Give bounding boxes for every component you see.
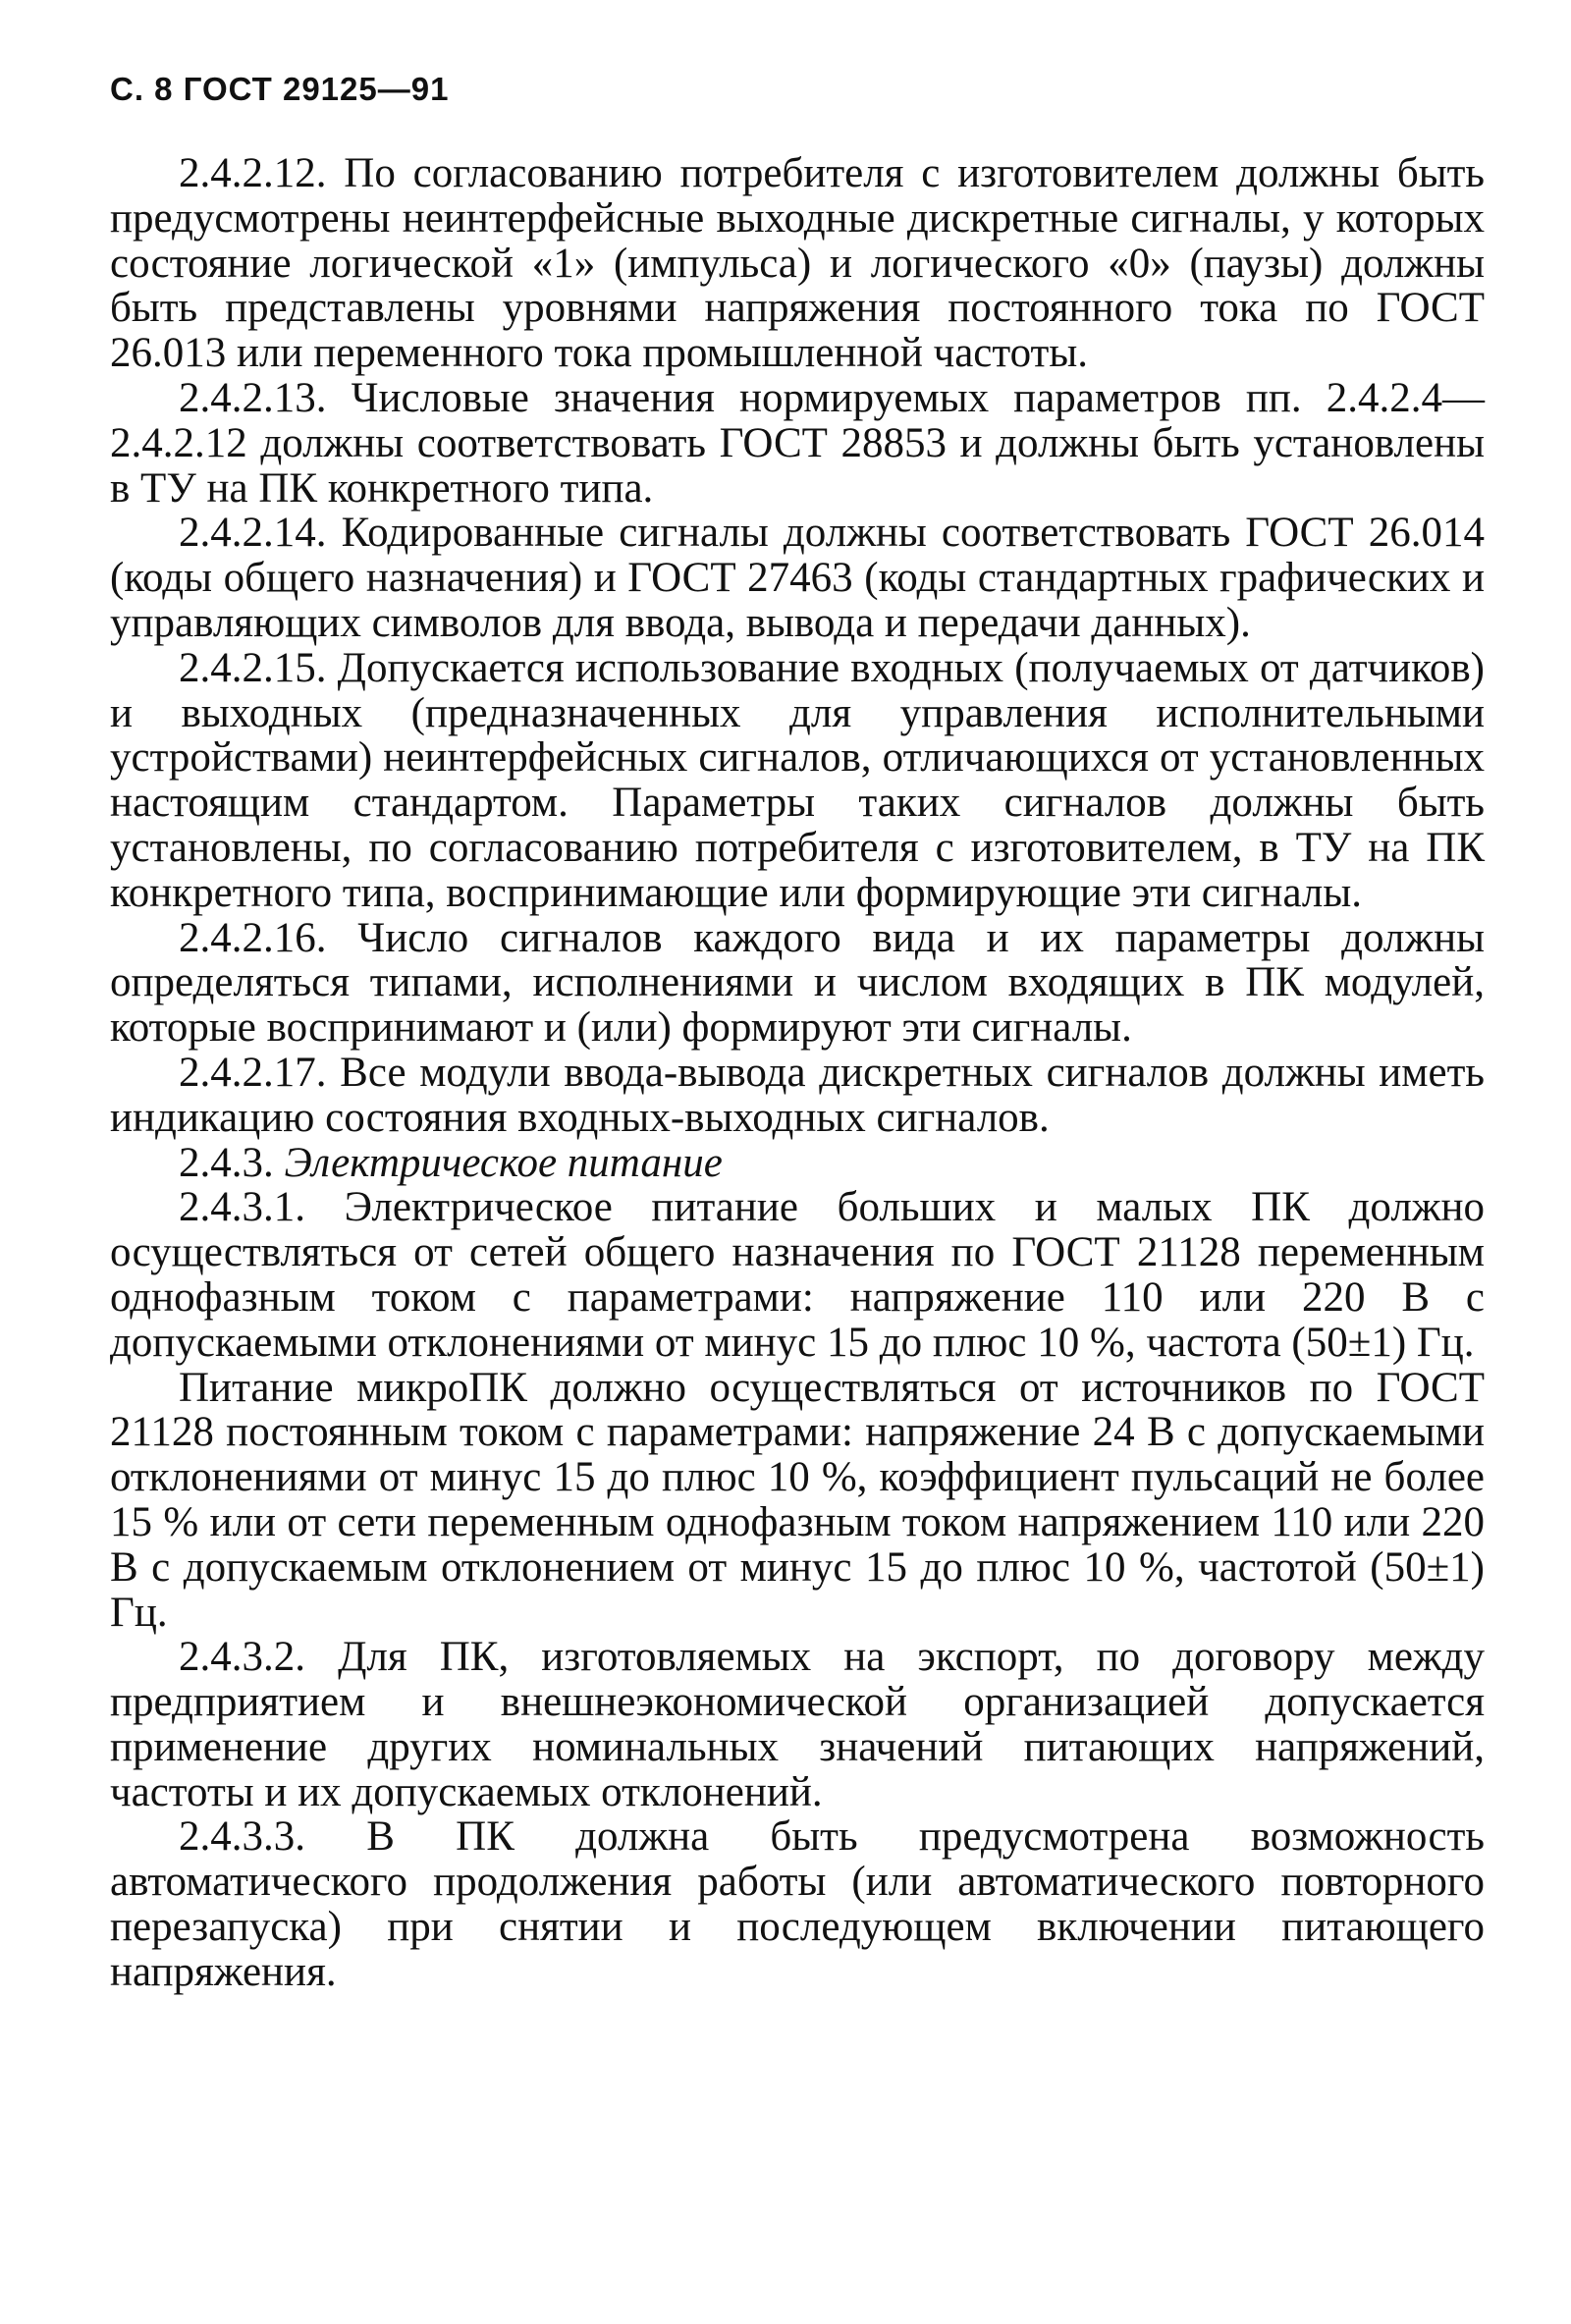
- paragraph-2-4-2-17: [110, 1051, 1485, 1141]
- paragraph-number: 2.4.2.12.: [179, 150, 327, 196]
- paragraph-text: Кодированные сигналы должны соответствовать ГОСТ 26.014 (коды общего назначения) и ГОСТ 27463 (коды стандартных графических и управляющих символов для ввода, вывода и передачи данных).: [110, 510, 1485, 646]
- paragraph-text: Допускается использование входных (получаемых от датчиков) и выходных (предназначенных для управления исполнительными устройствами) неинтерфейсных сигналов, отличающихся от установленных настоящим стандартом. Параметры таких сигналов должны быть установлены, по согласованию потребителя с изготовителем, в ТУ на ПК конкретного типа, воспринимающие или формирующие эти сигналы.: [110, 644, 1485, 916]
- paragraph-text: В ПК должна быть предусмотрена возможность автоматического продолжения работы (или автоматического повторного перезапуска) при снятии и последующем включении питающего напряжения.: [110, 1813, 1485, 1995]
- paragraph-text: Число сигналов каждого вида и их параметры должны определяться типами, исполнениями и числом входящих в ПК модулей, которые воспринимают и (или) формируют эти сигналы.: [110, 914, 1485, 1052]
- paragraph-text: По согласованию потребителя с изготовителем должны быть предусмотрены неинтерфейсные выходные дискретные сигналы, у которых состояние логической «1» (импульса) и логического «0» (паузы) должны быть представлены уровнями напряжения постоянного тока по ГОСТ 26.013 или переменного тока промышленной частоты.: [110, 150, 1485, 377]
- paragraph-text: Все модули ввода-вывода дискретных сигналов должны иметь индикацию состояния входных-выходных сигналов.: [110, 1049, 1485, 1141]
- page-header: С. 8 ГОСТ 29125—91: [110, 71, 450, 107]
- paragraph-text: Питание микроПК должно осуществляться от источников по ГОСТ 21128 постоянным током с параметрами: напряжение 24 В с допускаемыми отклонениями от минус 15 до плюс 10 %, коэффициент пульсаций не более 15 % или от сети переменным однофазным током напряжением 110 или 220 В с допускаемым отклонением от минус 15 до плюс 10 %, частотой (50±1) Гц.: [110, 1364, 1485, 1636]
- paragraph-number: 2.4.3.3.: [179, 1813, 305, 1861]
- paragraph-2-4-3-3: [110, 1814, 1485, 1994]
- paragraph-number: 2.4.3.2.: [179, 1634, 305, 1681]
- paragraph-number: 2.4.2.16.: [179, 914, 327, 961]
- paragraph-number: 2.4.2.17.: [179, 1049, 327, 1096]
- section-heading-2-4-3: [110, 1141, 1485, 1186]
- paragraph-2-4-3-1: [110, 1185, 1485, 1365]
- paragraph-number: 2.4.2.14.: [179, 510, 327, 557]
- paragraph-text: Числовые значения нормируемых параметров пп. 2.4.2.4—2.4.2.12 должны соответствовать ГОСТ 28853 и должны быть установлены в ТУ на ПК конкретного типа.: [110, 374, 1485, 512]
- paragraph-number: 2.4.2.13.: [179, 374, 327, 421]
- paragraph-2-4-2-13: [110, 376, 1485, 511]
- section-number: 2.4.3.: [179, 1139, 274, 1186]
- paragraph-number: 2.4.2.15.: [179, 644, 327, 691]
- paragraph-2-4-3-2: [110, 1635, 1485, 1814]
- paragraph-2-4-2-14: [110, 511, 1485, 645]
- section-title: Электрическое питание: [273, 1139, 723, 1186]
- paragraph-number: 2.4.3.1.: [179, 1184, 305, 1231]
- document-body: [110, 151, 1485, 1995]
- document-page: [110, 71, 1485, 1995]
- paragraph-2-4-2-15: [110, 646, 1485, 916]
- paragraph-micropk-power: [110, 1366, 1485, 1636]
- paragraph-text: Электрическое питание больших и малых ПК должно осуществляться от сетей общего назначения по ГОСТ 21128 переменным однофазным током с параметрами: напряжение 110 или 220 В с допускаемыми отклонениями от минус 15 до плюс 10 %, частота (50±1) Гц.: [110, 1184, 1485, 1366]
- paragraph-2-4-2-16: [110, 916, 1485, 1051]
- paragraph-2-4-2-12: [110, 151, 1485, 376]
- paragraph-text: Для ПК, изготовляемых на экспорт, по договору между предприятием и внешнеэкономической организацией допускается применение других номинальных значений питающих напряжений, частоты и их допускаемых отклонений.: [110, 1634, 1485, 1815]
